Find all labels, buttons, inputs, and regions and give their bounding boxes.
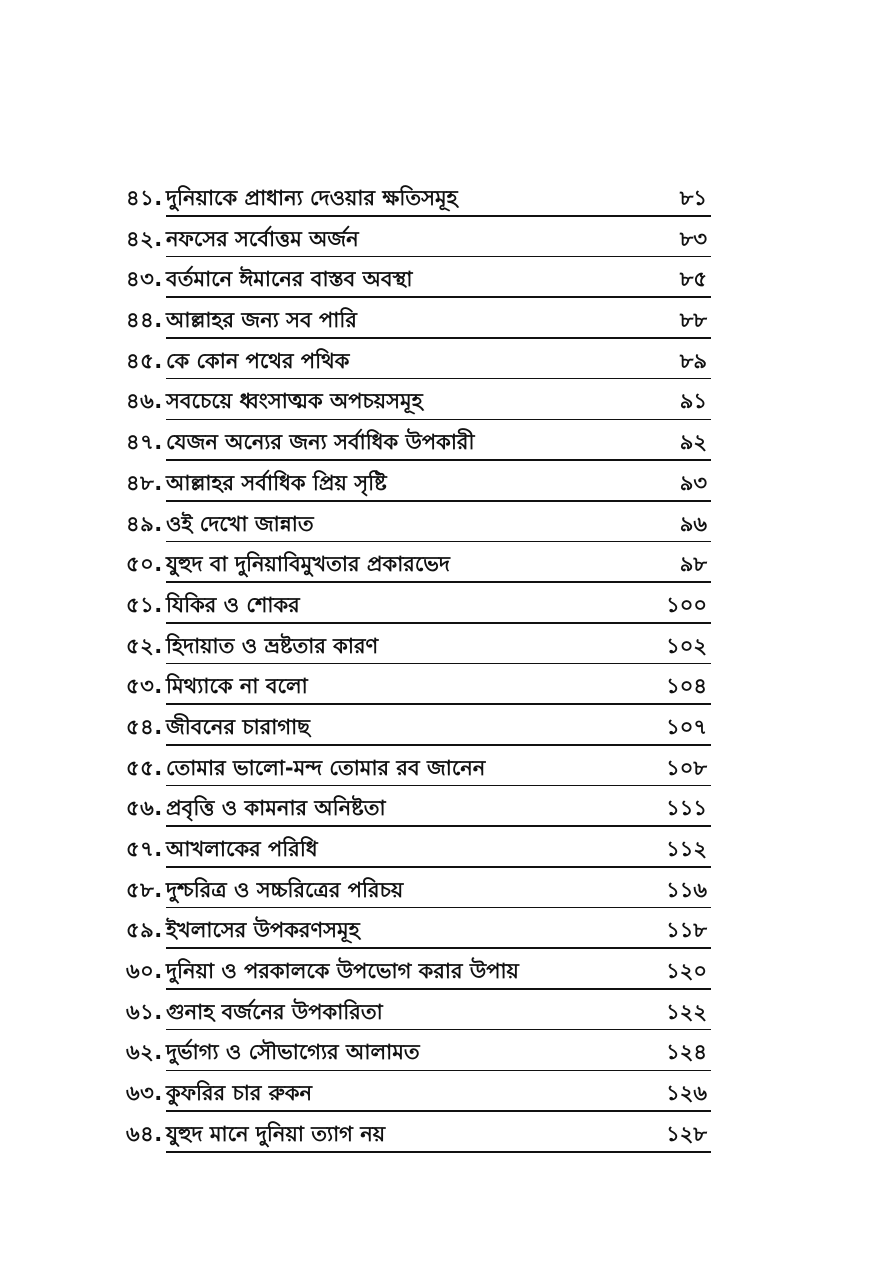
toc-entry-underline [166, 459, 711, 461]
toc-entry [126, 178, 711, 219]
toc-entry [126, 666, 711, 707]
toc-entry-number: ৬০. [126, 959, 163, 984]
toc-entry-number: ৫১. [126, 592, 163, 617]
toc-entry [126, 300, 711, 341]
toc-entry [126, 748, 711, 789]
toc-entry-underline [166, 785, 711, 787]
toc-entry-page: ১২০ [666, 959, 707, 984]
toc-entry [126, 341, 711, 382]
toc-entry [126, 626, 711, 667]
toc-entry-number: ৪৩. [126, 267, 163, 292]
toc-entry-underline [166, 947, 711, 949]
toc-entry-page: ১০৭ [666, 714, 707, 739]
toc-entry-title: আল্লাহর জন্য সব পারি [166, 308, 357, 333]
toc-entry-title: গুনাহ বর্জনের উপকারিতা [166, 999, 383, 1024]
toc-entry [126, 829, 711, 870]
toc-entry-underline [166, 541, 711, 543]
toc-entry-title: জীবনের চারাগাছ [166, 714, 310, 739]
toc-entry-number: ৫৪. [126, 714, 163, 739]
toc-entry-page: ৮১ [679, 186, 707, 210]
toc-entry-underline [166, 378, 711, 380]
toc-entry-page: ৮৯ [679, 348, 707, 373]
toc-entry-page: ৯২ [679, 430, 707, 455]
toc-entry-number: ৪৬. [126, 389, 163, 414]
toc-entry-number: ৪৪. [126, 308, 163, 333]
toc-entry-underline [166, 581, 711, 583]
toc-entry-title: দুর্ভাগ্য ও সৌভাগ্যের আলামত [166, 1040, 420, 1065]
toc-entry-number: ৪৭. [126, 430, 163, 455]
toc-entry-number: ৬২. [126, 1040, 163, 1065]
toc-entry-number: ৫২. [126, 633, 163, 658]
toc-entry [126, 1073, 711, 1114]
toc-entry [126, 544, 711, 585]
toc-entry-underline [166, 419, 711, 421]
toc-entry-number: ৬৪. [126, 1121, 163, 1146]
toc-entry-page: ১১৮ [666, 918, 707, 943]
toc-entry-title: কে কোন পথের পথিক [166, 348, 350, 373]
toc-entry-underline [166, 1151, 711, 1153]
toc-entry-underline [166, 988, 711, 990]
toc-entry-number: ৪২. [126, 226, 163, 251]
toc-entry-page: ১২৮ [666, 1121, 707, 1146]
toc-entry-title: আল্লাহর সর্বাধিক প্রিয় সৃষ্টি [166, 470, 387, 495]
toc-entry-number: ৪৮. [126, 470, 163, 495]
toc-entry-underline [166, 1110, 711, 1112]
toc-entry-title: দুনিয়াকে প্রাধান্য দেওয়ার ক্ষতিসমূহ [166, 186, 458, 210]
toc-entry-title: ইখলাসের উপকরণসমূহ [166, 918, 360, 943]
toc-entry [126, 951, 711, 992]
toc-entry-number: ৫৯. [126, 918, 163, 943]
toc-entry [126, 259, 711, 300]
toc-entry [126, 422, 711, 463]
toc-entry-title: ওই দেখো জান্নাত [166, 511, 314, 536]
toc-entry-page: ১১৬ [666, 877, 707, 902]
toc-entry-underline [166, 500, 711, 502]
toc-entry-title: সবচেয়ে ধ্বংসাত্মক অপচয়সমূহ [166, 389, 423, 414]
toc-entry-page: ৮৫ [679, 267, 707, 292]
toc-entry [126, 463, 711, 504]
toc-entry-underline [166, 215, 711, 217]
toc-entry-underline [166, 663, 711, 665]
toc-entry [126, 910, 711, 951]
toc-entry-number: ৬৩. [126, 1081, 163, 1106]
toc-entry-underline [166, 703, 711, 705]
toc-entry-page: ৯৩ [679, 470, 707, 495]
toc-entry-page: ১২২ [666, 999, 707, 1024]
toc-entry-title: হিদায়াত ও ভ্রষ্টতার কারণ [166, 633, 379, 658]
toc-entry-underline [166, 296, 711, 298]
toc-entry [126, 870, 711, 911]
toc-entry-underline [166, 866, 711, 868]
toc-entry-page: ১১১ [666, 796, 707, 821]
toc-entry-title: আখলাকের পরিধি [166, 837, 318, 861]
toc-entry [126, 707, 711, 748]
toc-entry [126, 788, 711, 829]
toc-entry-number: ৫৬. [126, 796, 163, 821]
toc-entry-title: যেজন অন্যের জন্য সর্বাধিক উপকারী [166, 430, 475, 455]
toc-entry-page: ১২৪ [666, 1040, 707, 1065]
toc-entry-title: তোমার ভালো-মন্দ তোমার রব জানেন [166, 755, 486, 780]
toc-entry [126, 585, 711, 626]
table-of-contents [126, 178, 711, 1155]
toc-entry-page: ১২৬ [666, 1081, 707, 1106]
toc-entry [126, 1032, 711, 1073]
toc-entry-title: দুনিয়া ও পরকালকে উপভোগ করার উপায় [166, 959, 519, 984]
toc-entry-number: ৪৫. [126, 348, 163, 373]
toc-entry [126, 992, 711, 1033]
toc-entry [126, 1114, 711, 1155]
toc-entry-page: ১০০ [666, 592, 707, 617]
toc-entry-page: ৮৩ [679, 226, 707, 251]
toc-entry-page: ১০৮ [666, 755, 707, 780]
toc-entry-page: ৯৮ [679, 552, 707, 577]
toc-entry-underline [166, 744, 711, 746]
toc-entry [126, 381, 711, 422]
toc-entry-title: দুশ্চরিত্র ও সচ্চরিত্রের পরিচয় [166, 877, 404, 902]
toc-entry-title: বর্তমানে ঈমানের বাস্তব অবস্থা [166, 267, 413, 292]
toc-entry [126, 219, 711, 260]
toc-entry-underline [166, 256, 711, 258]
toc-entry-title: কুফরির চার রুকন [166, 1081, 313, 1106]
toc-entry-title: প্রবৃত্তি ও কামনার অনিষ্টতা [166, 796, 386, 821]
toc-entry-page: ৯৬ [679, 511, 707, 536]
toc-entry-page: ১০২ [666, 633, 707, 658]
toc-entry-number: ৫০. [126, 552, 163, 577]
toc-entry-underline [166, 1029, 711, 1031]
toc-entry-page: ৯১ [679, 389, 707, 414]
toc-entry-underline [166, 1070, 711, 1072]
toc-entry-underline [166, 825, 711, 827]
toc-entry-underline [166, 337, 711, 339]
toc-entry-page: ১১২ [666, 837, 707, 861]
toc-entry-number: ৪১. [126, 186, 163, 210]
toc-entry-title: মিথ্যাকে না বলো [166, 674, 308, 699]
toc-entry-number: ৪৯. [126, 511, 163, 536]
toc-entry-underline [166, 622, 711, 624]
toc-entry-number: ৫৮. [126, 877, 163, 902]
toc-entry-title: নফসের সর্বোত্তম অর্জন [166, 226, 359, 251]
toc-entry-title: যিকির ও শোকর [166, 592, 300, 617]
toc-entry-page: ১০৪ [666, 674, 707, 699]
toc-entry-title: যুহুদ বা দুনিয়াবিমুখতার প্রকারভেদ [166, 552, 450, 577]
toc-entry [126, 504, 711, 545]
toc-entry-number: ৬১. [126, 999, 163, 1024]
toc-entry-number: ৫৭. [126, 837, 163, 861]
toc-entry-number: ৫৩. [126, 674, 163, 699]
toc-entry-page: ৮৮ [679, 308, 707, 333]
toc-entry-number: ৫৫. [126, 755, 163, 780]
toc-entry-title: যুহুদ মানে দুনিয়া ত্যাগ নয় [166, 1121, 386, 1146]
toc-entry-underline [166, 907, 711, 909]
